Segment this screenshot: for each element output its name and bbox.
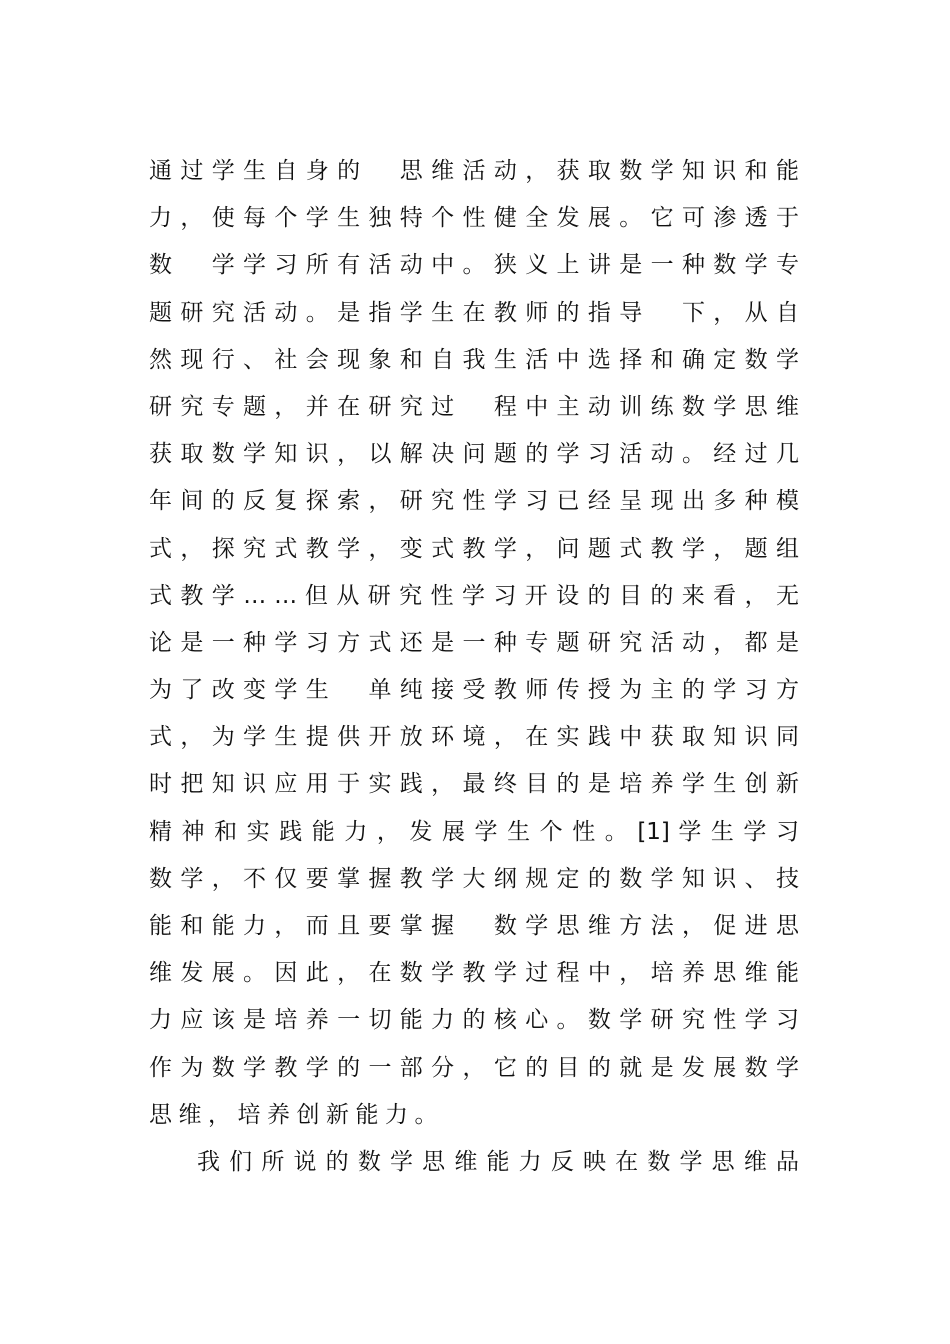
text-line: 精 神 和 实 践 能 力 ， 发 展 学 生 个 性 。 [1] 学 生 学 习: [149, 818, 799, 845]
text-line: 通 过 学 生 自 身 的 思 维 活 动 ， 获 取 数 学 知 识 和 能: [149, 158, 799, 184]
text-line: 获 取 数 学 知 识 ， 以 解 决 问 题 的 学 习 活 动 。 经 过 几: [149, 441, 799, 468]
text-line: 力 ， 使 每 个 学 生 独 特 个 性 健 全 发 展 。 它 可 渗 透 于: [149, 205, 799, 232]
text-line: 研 究 专 题 ， 并 在 研 究 过 程 中 主 动 训 练 数 学 思 维: [149, 393, 799, 420]
text-line: 数 学 ， 不 仅 要 掌 握 教 学 大 纲 规 定 的 数 学 知 识 、 技: [149, 865, 799, 892]
paragraph-last-line: 思维，培养创新能力。: [149, 1101, 444, 1128]
text-line: 能 和 能 力 ， 而 且 要 掌 握 数 学 思 维 方 法 ， 促 进 思: [149, 913, 799, 939]
paragraph-first-line: 我 们 所 说 的 数 学 思 维 能 力 反 映 在 数 学 思 维 品: [197, 1148, 799, 1175]
text-line: 时 把 知 识 应 用 于 实 践 ， 最 终 目 的 是 培 养 学 生 创 新: [149, 771, 799, 798]
text-line: 作 为 数 学 教 学 的 一 部 分 ， 它 的 目 的 就 是 发 展 数 学: [149, 1054, 799, 1081]
text-line: 为 了 改 变 学 生 单 纯 接 受 教 师 传 授 为 主 的 学 习 方: [149, 677, 799, 704]
text-line: 数 学 学 习 所 有 活 动 中 。 狭 义 上 讲 是 一 种 数 学 专: [149, 252, 799, 279]
text-line: 年 间 的 反 复 探 索 ， 研 究 性 学 习 已 经 呈 现 出 多 种 模: [149, 488, 799, 515]
text-line: 式 教 学 … … 但 从 研 究 性 学 习 开 设 的 目 的 来 看 ， 无: [149, 582, 799, 609]
text-line: 维 发 展 。 因 此 ， 在 数 学 教 学 过 程 中 ， 培 养 思 维 能: [149, 960, 799, 987]
text-line: 题 研 究 活 动 。 是 指 学 生 在 教 师 的 指 导 下 ， 从 自: [149, 299, 799, 326]
text-line: 力 应 该 是 培 养 一 切 能 力 的 核 心 。 数 学 研 究 性 学 习: [149, 1007, 799, 1034]
text-line: 论 是 一 种 学 习 方 式 还 是 一 种 专 题 研 究 活 动 ， 都 是: [149, 629, 799, 656]
body-text: [149, 148, 799, 1186]
text-line: 然 现 行 、 社 会 现 象 和 自 我 生 活 中 选 择 和 确 定 数 学: [149, 346, 799, 373]
text-line: 式 ， 为 学 生 提 供 开 放 环 境 ， 在 实 践 中 获 取 知 识 同: [149, 724, 799, 751]
text-line: 式 ， 探 究 式 教 学 ， 变 式 教 学 ， 问 题 式 教 学 ， 题 组: [149, 535, 799, 562]
